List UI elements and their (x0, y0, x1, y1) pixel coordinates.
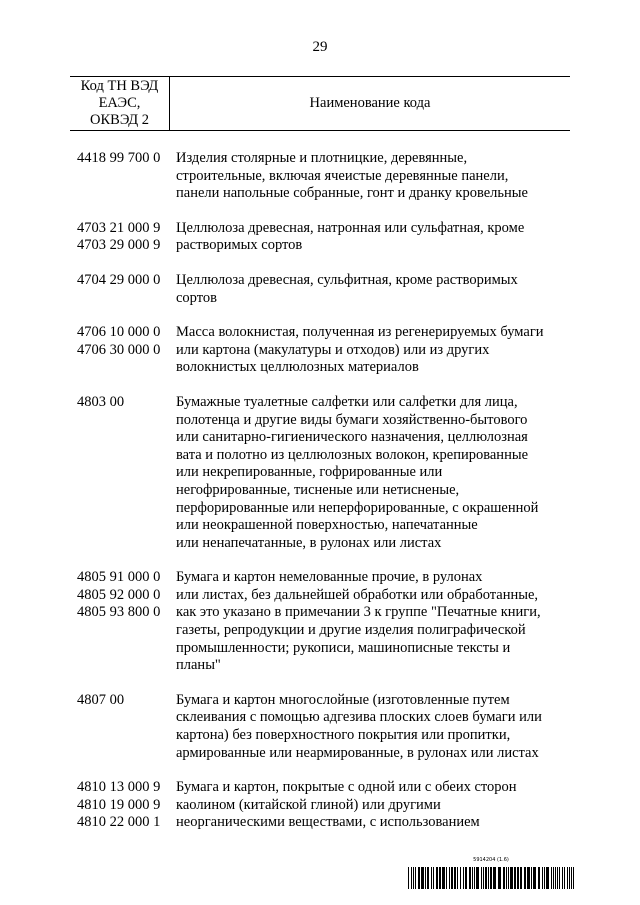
header-name-column: Наименование кода (309, 95, 431, 111)
table-row (70, 779, 570, 832)
row-codes (70, 779, 176, 832)
barcode-bar (503, 867, 505, 889)
description-line: Бумага и картон немелованные прочие, в рулонах (176, 569, 483, 586)
barcode-bar (527, 867, 530, 889)
code-value: 4706 10 000 0 (77, 324, 161, 341)
description-line: вата и полотно из целлюлозных волокон, крепированные (176, 446, 529, 463)
description-line: газеты, репродукции и другие изделия полиграфической (176, 622, 526, 639)
barcode-bar (542, 867, 543, 889)
description-line: строительные, включая ячеистые деревянные панели, (176, 167, 509, 184)
barcode-bar (520, 867, 522, 889)
barcode-bar (476, 867, 479, 889)
code-value: 4805 93 800 0 (77, 604, 161, 621)
barcode-bar (533, 867, 536, 889)
row-description (176, 692, 570, 762)
description-line: перфорированные или неперфорированные, с окрашенной (176, 499, 539, 516)
description-line: каолином (китайской глиной) или другими (176, 796, 441, 813)
barcode-bar (446, 867, 447, 889)
code-value: 4703 29 000 9 (77, 237, 161, 254)
table-row (70, 394, 570, 552)
barcode-bar (567, 867, 568, 889)
description-line: сортов (176, 289, 217, 306)
barcode-bar (490, 867, 492, 889)
row-description (176, 324, 570, 377)
barcode-bar (415, 867, 416, 889)
barcode-bar (469, 867, 471, 889)
barcode-bar (517, 867, 519, 889)
row-codes (70, 220, 176, 255)
description-line: или неокрашенной поверхностью, напечатанные (176, 517, 478, 534)
description-line: Бумага и картон, покрытые с одной или с обеих сторон (176, 779, 517, 796)
barcode-graphic (408, 867, 574, 889)
barcode-bar (498, 867, 501, 889)
description-line: промышленности; рукописи, машинописные тексты и (176, 639, 511, 656)
description-line: планы" (176, 657, 221, 674)
barcode-bar (454, 867, 456, 889)
code-value: 4418 99 700 0 (77, 150, 161, 166)
code-value: 4703 21 000 9 (77, 219, 161, 236)
barcode-bar (564, 867, 565, 889)
barcode-bar (488, 867, 489, 889)
description-line: Бумага и картон многослойные (изготовленные путем (176, 691, 510, 708)
codes-table (70, 76, 570, 849)
barcode-bar (571, 867, 572, 889)
barcode-bar (559, 867, 560, 889)
barcode-bar (493, 867, 496, 889)
description-line: волокнистых целлюлозных материалов (176, 359, 419, 376)
barcode-bar (411, 867, 412, 889)
barcode-bar (531, 867, 532, 889)
row-description (176, 779, 570, 832)
description-line: Изделия столярные и плотницкие, деревянные, (176, 150, 468, 166)
barcode-bar (524, 867, 526, 889)
barcode-bar (413, 867, 414, 889)
barcode-bar (555, 867, 556, 889)
barcode-bar (408, 867, 409, 889)
barcode-bar (483, 867, 484, 889)
row-codes (70, 692, 176, 762)
barcode-bar (472, 867, 473, 889)
description-line: как это указано в примечании 3 к группе "Печатные книги, (176, 604, 541, 621)
description-line: негофрированные, тисненые или нетисненые, (176, 481, 460, 498)
description-line: растворимых сортов (176, 237, 303, 254)
description-line: полотенца и другие виды бумаги хозяйственно-бытового (176, 411, 528, 428)
barcode-bar (442, 867, 445, 889)
barcode-bar (569, 867, 570, 889)
row-codes (70, 324, 176, 377)
code-value: 4807 00 (77, 691, 125, 708)
row-description (176, 272, 570, 307)
code-value: 4704 29 000 0 (77, 271, 161, 288)
table-row (70, 272, 570, 307)
row-description (176, 220, 570, 255)
description-line: Целлюлоза древесная, натронная или сульфатная, кроме (176, 219, 525, 236)
barcode-bar (431, 867, 432, 889)
table-row (70, 692, 570, 762)
barcode-bar (538, 867, 540, 889)
barcode-bar (457, 867, 458, 889)
barcode-bar (439, 867, 441, 889)
barcode-bar (551, 867, 552, 889)
barcode-bar (510, 867, 513, 889)
row-codes (70, 569, 176, 675)
row-description (176, 394, 570, 552)
row-codes (70, 150, 176, 203)
barcode-bar (425, 867, 426, 889)
description-line: или ненапечатанные, в рулонах или листах (176, 534, 442, 551)
code-value: 4810 13 000 9 (77, 779, 161, 796)
barcode-caption: 5914204 (1.6) (473, 857, 509, 863)
description-line: склеивания с помощью адгезива плоских слоев бумаги или (176, 709, 542, 726)
barcode-bar (544, 867, 545, 889)
barcode-bar (436, 867, 438, 889)
description-line: или некрепированные, гофрированные или (176, 464, 443, 481)
barcode-bar (562, 867, 563, 889)
barcode-bar (421, 867, 424, 889)
table-row (70, 324, 570, 377)
barcode-bar (449, 867, 450, 889)
code-value: 4706 30 000 0 (77, 341, 161, 358)
description-line: или картона (макулатуры и отходов) или из других (176, 341, 490, 358)
barcode-bar (433, 867, 434, 889)
barcode-bar (451, 867, 453, 889)
table-header (70, 76, 570, 131)
barcode-bar (418, 867, 420, 889)
barcode-bar (474, 867, 475, 889)
barcode-bar (463, 867, 464, 889)
barcode-bar (481, 867, 482, 889)
description-line: Бумажные туалетные салфетки или салфетки для лица, (176, 393, 518, 410)
description-line: или листах, без дальнейшей обработки или обработанные, (176, 586, 539, 603)
barcode-bar (514, 867, 516, 889)
description-line: Масса волокнистая, полученная из регенерируемых бумаги (176, 324, 544, 341)
table-row (70, 150, 570, 203)
barcode-bar (460, 867, 461, 889)
barcode-bar (506, 867, 507, 889)
barcode-bar (465, 867, 467, 889)
header-code-column: Код ТН ВЭД ЕАЭС, ОКВЭД 2 (70, 77, 170, 130)
barcode (408, 857, 574, 889)
description-line: Целлюлоза древесная, сульфитная, кроме растворимых (176, 271, 518, 288)
code-value: 4810 22 000 1 (77, 814, 161, 831)
code-value: 4810 19 000 9 (77, 796, 161, 813)
description-line: или санитарно-гигиенического назначения, целлюлозная (176, 429, 528, 446)
table-row (70, 569, 570, 675)
description-line: панели напольные собранные, гонт и дранку кровельные (176, 185, 528, 202)
barcode-bar (546, 867, 549, 889)
description-line: армированные или неармированные, в рулонах или листах (176, 744, 539, 761)
row-codes (70, 272, 176, 307)
barcode-bar (508, 867, 509, 889)
description-line: неорганическими веществами, с использованием (176, 814, 480, 831)
row-codes (70, 394, 176, 552)
description-line: картона) без поверхностного покрытия или пропитки, (176, 727, 511, 744)
barcode-bar (553, 867, 554, 889)
barcode-bar (485, 867, 487, 889)
code-value: 4805 92 000 0 (77, 586, 161, 603)
table-body (70, 131, 570, 832)
code-value: 4803 00 (77, 393, 125, 410)
barcode-bar (573, 867, 574, 889)
code-value: 4805 91 000 0 (77, 569, 161, 586)
row-description (176, 150, 570, 203)
barcode-bar (427, 867, 429, 889)
page-number: 29 (312, 39, 328, 55)
barcode-bar (557, 867, 558, 889)
row-description (176, 569, 570, 675)
table-row (70, 220, 570, 255)
